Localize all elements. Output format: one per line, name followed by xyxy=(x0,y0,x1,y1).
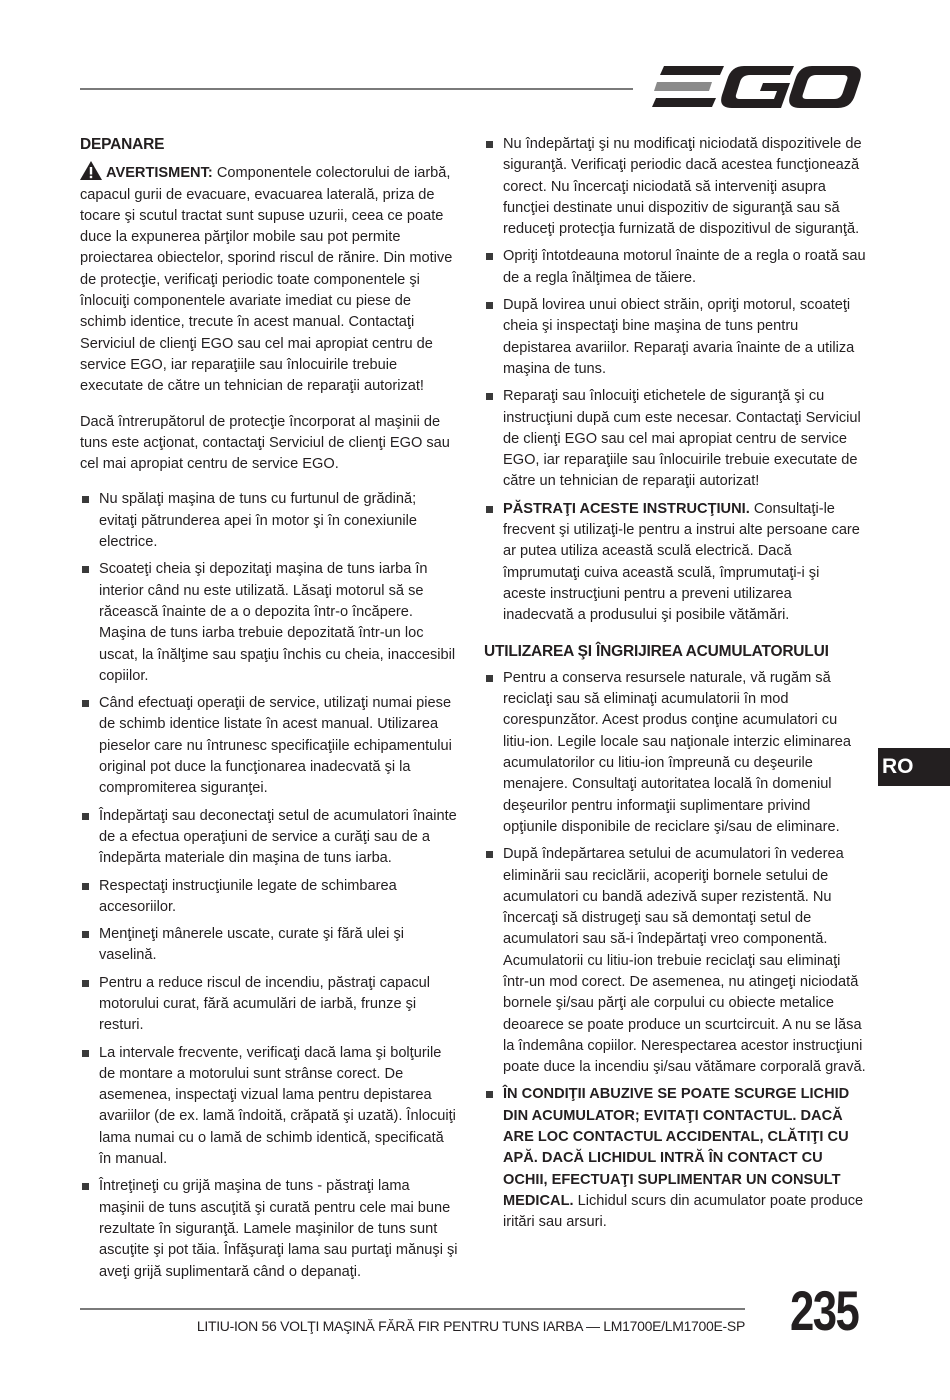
leak-warning-label: ÎN CONDIŢII ABUZIVE SE POATE SCURGE LICHID DIN ACUMULATOR; EVITAŢI CONTACTUL. DACĂ ARE LOC CONTACTUL ACCIDENTAL, CLĂTIŢI CU APĂ. DACĂ LICHIDUL INTRĂ ÎN CONTACT CU OCHII, EFECTUAŢI SUPLIMENTAR UN CONSULT MEDICAL. xyxy=(503,1086,850,1209)
list-item-text: Scoateţi cheia şi depozitaţi maşina de tuns iarba în interior când nu este utilizată. Lăsaţi motorul să se răcească înainte de a o depozita într-o încăpere. Maşina de tuns iarba trebuie depozitată într-un loc uscat, la înălţime sau spaţiu închis cu cheia, inaccesibil copiilor. xyxy=(99,561,456,684)
warning-label: AVERTISMENT: xyxy=(106,165,213,182)
footer-title: LITIU-ION 56 VOLŢI MAŞINĂ FĂRĂ FIR PENTRU TUNS IARBA — LM1700E/LM1700E-SP xyxy=(196,1318,745,1334)
list-item-text: Nu îndepărtaţi şi nu modificaţi niciodată dispozitivele de siguranţă. Verificaţi periodic dacă acestea funcţionează corect. Nu încercaţi niciodată să interveniţi asupra funcţiei destinate unui dispozitiv de siguranţă sau să reduceţi protecţia furnizată de dispozitivul de siguranţă. xyxy=(503,136,862,238)
list-item-text: La intervale frecvente, verificaţi dacă lama şi bolţurile de montare a motorului sunt strânse corect. De asemenea, inspectaţi vizual lama pentru depistarea avariilor (de ex. lamă îndoită, crăpată şi uzată). Înlocuiţi lama numai cu o lamă de schimb identică, specificată în manual. xyxy=(99,1044,456,1168)
left-column xyxy=(80,134,458,1289)
header-rule xyxy=(80,88,633,90)
list-item-text: Opriţi întotdeauna motorul înainte de a regla o roată sau de a regla înălţimea de tăiere. xyxy=(503,248,866,286)
warning-triangle-icon xyxy=(80,161,102,180)
bullet-square-icon xyxy=(82,496,89,503)
list-item xyxy=(484,246,866,289)
list-item-text: Lichidul scurs din acumulator poate produce iritări sau arsuri. xyxy=(503,1192,864,1231)
list-item xyxy=(80,559,458,687)
list-item xyxy=(80,1043,458,1171)
bullet-square-icon xyxy=(486,506,493,513)
warning-paragraph xyxy=(80,161,458,397)
bullet-square-icon xyxy=(82,931,89,938)
bullet-square-icon xyxy=(486,253,493,260)
bullet-list xyxy=(484,134,866,627)
bullet-square-icon xyxy=(486,393,493,400)
list-item-text: După lovirea unui obiect străin, opriţi motorul, scoateţi cheia şi inspectaţi bine maşina de tuns pentru depistarea avariilor. Reparaţi avaria înainte de a utiliza maşina de tuns. xyxy=(503,297,855,377)
list-item-text: Îndepărtaţi sau deconectaţi setul de acumulatori înainte de a efectua operaţiuni de service a curăţi sau de a îndepărta materiale din maşina de tuns iarba. xyxy=(99,807,457,867)
list-item-text: După îndepărtarea setului de acumulatori în vederea eliminării sau reciclării, acoperiţi bornele setului de acumulatori cu bandă adezivă super rezistentă. Nu încercaţi să distrugeţi sau să demontaţi setul de acumulatori sau să-i îndepărtaţi vreo componentă. Acumulatorii cu litiu-ion trebuie reciclaţi sau eliminaţi într-un mod corect. De asemenea, nu atingeţi niciodată bornele şi/sau părţi ale corpului cu obiecte metalice deoarece se poate produce un scurtcircuit. A nu se lăsa la îndemâna copiilor. Nerespectarea acestor instrucţiuni poate duce la incendiu şi/sau vătămare corporală gravă. xyxy=(503,846,866,1076)
list-item-text: Întreţineţi cu grijă maşina de tuns - păstraţi lama maşinii de tuns ascuţită şi curată pentru cele mai bune rezultate în siguranţă. Lamele maşinilor de tuns sunt ascuţite şi pot tăia. Înfăşuraţi lama sau purtaţi mănuşi şi aveţi grijă suplimentară când o depanaţi. xyxy=(99,1178,458,1280)
list-item xyxy=(484,295,866,380)
right-column xyxy=(484,134,866,1240)
list-item xyxy=(484,844,866,1078)
list-item xyxy=(484,1084,866,1233)
list-item-text: Pentru a reduce riscul de incendiu, păstraţi capacul motorului curat, fără acumulări de iarbă, frunze şi resturi. xyxy=(99,974,430,1034)
bullet-square-icon xyxy=(82,700,89,707)
list-item-text: Când efectuaţi operaţii de service, utilizaţi numai piese de schimb identice listate în acest manual. Utilizarea pieselor care nu întrunesc specificaţiile echipamentului original pot duce la funcţionarea inadecvată şi la compromiterea siguranţei. xyxy=(99,695,452,797)
spacer xyxy=(484,633,866,641)
bullet-square-icon xyxy=(486,141,493,148)
list-item xyxy=(80,489,458,553)
list-item-text: Nu spălaţi maşina de tuns cu furtunul de grădină; evitaţi pătrunderea apei în motor şi în conexiunile electrice. xyxy=(99,491,418,551)
bullet-square-icon xyxy=(82,1183,89,1190)
list-item xyxy=(80,806,458,870)
bullet-square-icon xyxy=(82,1050,89,1057)
keep-instructions-label: PĂSTRAŢI ACESTE INSTRUCŢIUNI. xyxy=(503,500,750,517)
list-item xyxy=(80,693,458,799)
section-title-battery: UTILIZAREA ŞI ÎNGRIJIREA ACUMULATORULUI xyxy=(484,642,829,660)
page-number: 235 xyxy=(790,1279,859,1342)
list-item-text: Menţineţi mânerele uscate, curate şi fără ulei şi vaselină. xyxy=(99,926,404,964)
list-item-text: Reparaţi sau înlocuiţi etichetele de siguranţă şi cu instrucţiuni după cum este necesar. Contactaţi Serviciul de clienţi EGO sau cel mai apropiat centru de service EGO, iar reparaţiile sau înlocuirile trebuie executate de către un tehnician de reparaţii autorizat! xyxy=(503,388,861,490)
list-item-text: Respectaţi instrucţiunile legate de schimbarea accesoriilor. xyxy=(99,877,397,915)
bullet-square-icon xyxy=(82,813,89,820)
ego-logo xyxy=(652,62,862,112)
bullet-square-icon xyxy=(82,980,89,987)
bullet-square-icon xyxy=(486,1091,493,1098)
list-item xyxy=(484,499,866,627)
list-item xyxy=(484,668,866,838)
list-item xyxy=(484,386,866,492)
bullet-square-icon xyxy=(486,851,493,858)
list-item xyxy=(484,134,866,240)
language-tab: RO xyxy=(878,748,950,786)
bullet-square-icon xyxy=(82,566,89,573)
bullet-square-icon xyxy=(486,675,493,682)
footer-rule xyxy=(80,1308,745,1310)
paragraph: Dacă întrerupătorul de protecţie încorporat al maşinii de tuns este acţionat, contactaţi Serviciul de clienţi EGO sau cel mai apropiat centru de service EGO. xyxy=(80,413,450,473)
list-item-text: Consultaţi-le frecvent şi utilizaţi-le pentru a instrui alte persoane care ar putea utiliza această sculă electrică. Dacă împrumutaţi cuiva această sculă, împrumutaţi-i şi aceste instrucţiuni pentru a preveni utilizarea inadecvată a produsului şi posibile vătămări. xyxy=(503,500,860,624)
list-item xyxy=(80,1176,458,1282)
list-item xyxy=(80,924,458,967)
bullet-list xyxy=(484,668,866,1234)
bullet-square-icon xyxy=(486,302,493,309)
bullet-square-icon xyxy=(82,883,89,890)
bullet-list xyxy=(80,489,458,1282)
section-title-depanare: DEPANARE xyxy=(80,136,165,153)
warning-text: Componentele colectorului de iarbă, capacul gurii de evacuare, evacuarea laterală, priza de tocare şi scutul tractat sunt supuse uzurii, ceea ce poate duce la expunerea părţilor mobile sau pot permite proiectarea obiectelor, sporind riscul de rănire. Din motive de protecţie, verificaţi periodic toate componentele şi înlocuiţi componentele avariate imediat cu piese de schimb identice, trecute în acest manual. Contactaţi Serviciul de clienţi EGO sau cel mai apropiat centru de service EGO, iar reparaţiile sau înlocuirile trebuie executate de către un tehnician de reparaţii autorizat! xyxy=(80,165,453,395)
list-item-text: Pentru a conserva resursele naturale, vă rugăm să reciclaţi sau să eliminaţi acumulatorii în mod corespunzător. Acest produs conţine acumulatori cu litiu-ion. Legile locale sau naţionale interzic eliminarea acumulatorilor cu litiu-ion împreună cu deşeurile menajere. Consultaţi autoritatea locală în domeniul deşeurilor pentru informaţii suplimentare privind opţiunile disponibile de reciclare şi/sau de eliminare. xyxy=(503,669,852,835)
list-item xyxy=(80,876,458,919)
list-item xyxy=(80,973,458,1037)
